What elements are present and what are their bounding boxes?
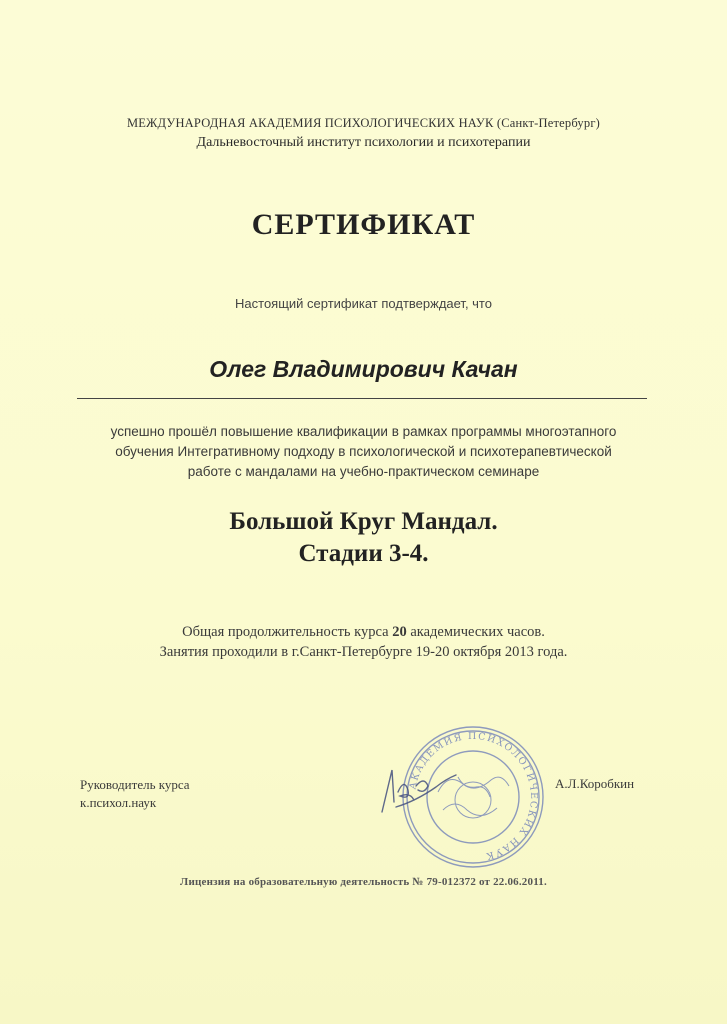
signatory-degree: к.психол.наук [80,795,157,810]
handwritten-signature [372,752,462,822]
completion-line-2: обучения Интегративному подходу в психологической и психотерапевтической [115,444,612,459]
course-details [0,622,727,662]
location-line: Занятия проходили в г.Санкт-Петербурге 19-20 октября 2013 года. [159,644,568,660]
institute-name: Дальневосточный институт психологии и психотерапии [196,135,531,150]
signatory-name: А.Л.Коробкин [555,776,635,791]
stamp-text: АКАДЕМИЯ ПСИХОЛОГИЧЕСКИХ НАУК [407,730,540,862]
course-title-line-2: Стадии 3-4. [298,540,429,567]
certificate-title: СЕРТИФИКАТ [251,208,476,241]
signatory-title [80,776,190,812]
completion-line-1: успешно прошёл повышение квалификации в рамках программы многоэтапного [110,424,617,439]
duration-hours: 20 [392,624,407,640]
duration-suffix: академических часов. [410,624,545,640]
course-title [0,506,727,570]
license-info: Лицензия на образовательную деятельность № 79-012372 от 22.06.2011. [180,876,547,888]
completion-text [0,422,727,482]
duration-line [0,622,727,642]
signatory-role: Руководитель курса [80,777,190,792]
recipient-name: Олег Владимирович Качан [209,356,518,382]
course-title-line-1: Большой Круг Мандал. [229,508,498,535]
intro-text: Настоящий сертификат подтверждает, что [235,296,492,311]
academy-name: МЕЖДУНАРОДНАЯ АКАДЕМИЯ ПСИХОЛОГИЧЕСКИХ НАУК (Санкт-Петербург) [126,116,601,130]
completion-line-3: работе с мандалами на учебно-практическом семинаре [187,464,540,479]
duration-prefix: Общая продолжительность курса [182,624,389,640]
name-underline [77,398,647,399]
